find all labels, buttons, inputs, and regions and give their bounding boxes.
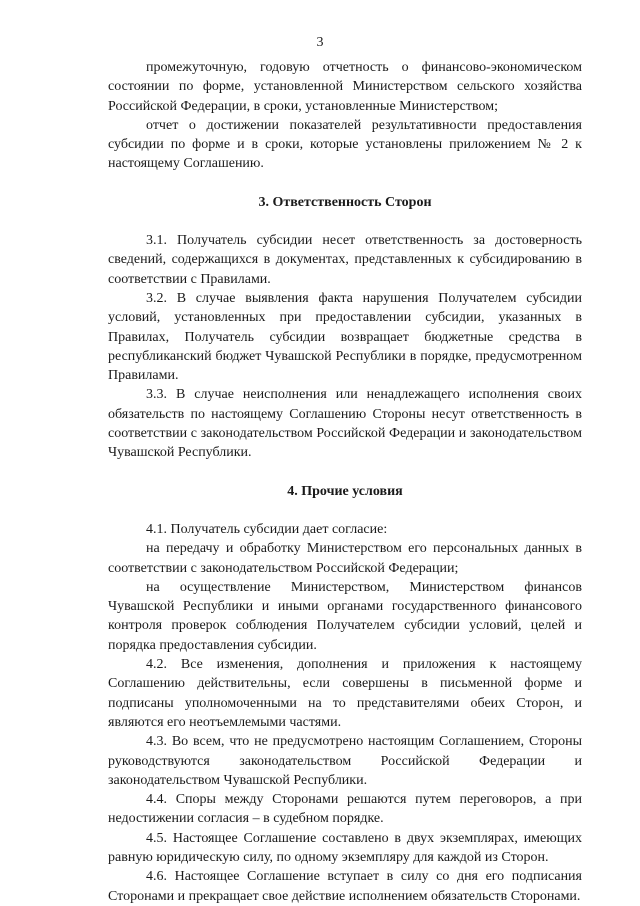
section-3-heading: 3. Ответственность Сторон	[258, 194, 432, 210]
section-4-heading: 4. Прочие условия	[287, 483, 403, 499]
spacer	[108, 501, 582, 520]
section-4-paragraph-4: 4.2. Все изменения, дополнения и приложения к настоящему Соглашению действительны, если совершены в письменной форме и подписаны уполномоченными на то представителями обеих Сторон, и являются его неотъемлемыми частями.	[108, 657, 582, 730]
section-4-paragraph-5: 4.3. Во всем, что не предусмотрено настоящим Соглашением, Стороны руководствуются законодательством Российской Федерации и законодательством Чувашской Республики.	[108, 734, 582, 788]
page-number: 3	[316, 35, 324, 50]
section-3-paragraph-2: 3.2. В случае выявления факта нарушения Получателем субсидии условий, установленных при предоставлении субсидии, указанных в Правилах, Получатель субсидии возвращает бюджетные средства в республиканский бюджет Чувашской Республики в порядке, предусмотренном Правилами.	[108, 290, 582, 384]
spacer	[108, 212, 582, 231]
intro-paragraph-1: промежуточную, годовую отчетность о финансово-экономическом состоянии по форме, установленной Министерством сельского хозяйства Российской Федерации, в сроки, установленные Министерством;	[108, 60, 582, 114]
document-body	[108, 58, 582, 906]
spacer	[108, 463, 582, 482]
section-4-paragraph-1: 4.1. Получатель субсидии дает согласие:	[146, 521, 388, 537]
section-4-paragraph-8: 4.6. Настоящее Соглашение вступает в силу со дня его подписания Сторонами и прекращает свое действие исполнением обязательств Сторонами.	[108, 869, 582, 904]
section-3-paragraph-3: 3.3. В случае неисполнения или ненадлежащего исполнения своих обязательств по настоящему Соглашению Стороны несут ответственность в соответствии с законодательством Российской Федерации и законодательством Чувашской Республики.	[108, 387, 582, 461]
section-4-paragraph-6: 4.4. Споры между Сторонами решаются путем переговоров, а при недостижении согласия – в судебном порядке.	[108, 792, 582, 827]
section-4-paragraph-3: на осуществление Министерством, Министерством финансов Чувашской Республики и иными органами государственного финансового контроля проверок соблюдения Получателем субсидии условий, целей и порядка предоставления субсидии.	[108, 579, 582, 653]
section-4-paragraph-2: на передачу и обработку Министерством его персональных данных в соответствии с законодательством Российской Федерации;	[108, 541, 582, 576]
intro-paragraph-2: отчет о достижении показателей результативности предоставления субсидии по форме и в сроки, которые установлены приложением № 2 к настоящему Соглашению.	[108, 117, 582, 172]
section-4-paragraph-7: 4.5. Настоящее Соглашение составлено в двух экземплярах, имеющих равную юридическую силу, по одному экземпляру для каждой из Сторон.	[108, 830, 582, 865]
section-3-paragraph-1: 3.1. Получатель субсидии несет ответственность за достоверность сведений, содержащихся в документах, представленных к субсидированию в соответствии с Правилами.	[108, 233, 582, 287]
spacer	[108, 174, 582, 193]
